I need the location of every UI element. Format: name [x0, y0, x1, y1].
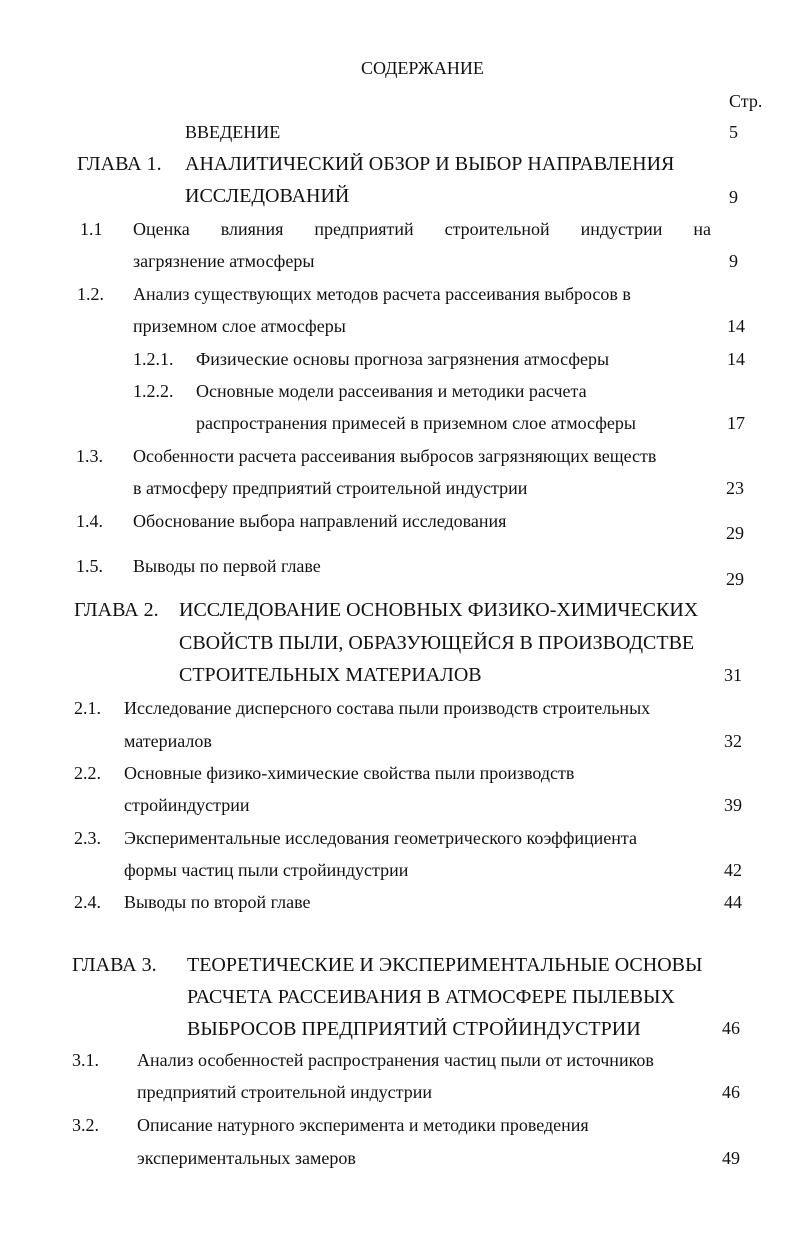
section-1-1-line1: [133, 220, 711, 238]
section-2-3-line2: формы частиц пыли стройиндустрии: [124, 860, 409, 880]
toc-title: СОДЕРЖАНИЕ: [361, 58, 484, 78]
chapter-1-label: ГЛАВА 1.: [77, 153, 162, 175]
section-1-2-2-number: 1.2.2.: [133, 381, 174, 401]
chapter-2-title-line3: СТРОИТЕЛЬНЫХ МАТЕРИАЛОВ: [179, 664, 482, 686]
chapter-3-page: 46: [722, 1018, 740, 1038]
chapter-2-title-line2: СВОЙСТВ ПЫЛИ, ОБРАЗУЮЩЕЙСЯ В ПРОИЗВОДСТВЕ: [179, 632, 695, 654]
section-2-4-page: 44: [724, 892, 742, 912]
chapter-3-title-line1: ТЕОРЕТИЧЕСКИЕ И ЭКСПЕРИМЕНТАЛЬНЫЕ ОСНОВЫ: [187, 954, 703, 976]
section-2-1-line2: материалов: [124, 731, 212, 751]
section-1-4-line1: Обоснование выбора направлений исследования: [133, 511, 507, 531]
page-column-header: Стр.: [729, 91, 763, 111]
section-3-1-line1: Анализ особенностей распространения частиц пыли от источников: [137, 1050, 654, 1070]
section-2-3-number: 2.3.: [74, 828, 101, 848]
word: предприятий: [314, 219, 414, 239]
word: строительной: [444, 219, 550, 239]
chapter-1-title-line2: ИССЛЕДОВАНИЙ: [185, 185, 350, 207]
word: влияния: [220, 219, 284, 239]
chapter-1-page: 9: [729, 187, 738, 207]
section-1-2-page: 14: [727, 316, 745, 336]
word: индустрии: [580, 219, 663, 239]
chapter-2-label: ГЛАВА 2.: [74, 599, 159, 621]
section-1-1-line2: загрязнение атмосферы: [133, 251, 315, 271]
section-1-1-page: 9: [729, 251, 738, 271]
section-2-2-number: 2.2.: [74, 763, 101, 783]
section-1-5-number: 1.5.: [76, 556, 103, 576]
word: Оценка: [133, 219, 190, 239]
section-2-1-page: 32: [724, 731, 742, 751]
section-3-2-page: 49: [722, 1148, 740, 1168]
section-1-4-number: 1.4.: [76, 511, 103, 531]
section-1-5-page: 29: [726, 569, 744, 589]
section-1-3-line2: в атмосферу предприятий строительной индустрии: [133, 478, 528, 498]
section-3-2-line1: Описание натурного эксперимента и методики проведения: [137, 1115, 589, 1135]
section-1-2-1-line1: Физические основы прогноза загрязнения атмосферы: [196, 349, 610, 369]
chapter-2-page: 31: [724, 665, 742, 685]
section-1-2-2-line2: распространения примесей в приземном слое атмосферы: [196, 413, 637, 433]
toc-entry-intro-title: ВВЕДЕНИЕ: [185, 122, 281, 142]
section-2-4-line1: Выводы по второй главе: [124, 892, 311, 912]
toc-entry-intro-page: 5: [729, 122, 738, 142]
section-1-2-2-page: 17: [727, 413, 745, 433]
section-2-3-line1: Экспериментальные исследования геометрического коэффициента: [124, 828, 637, 848]
chapter-2-title-line1: ИССЛЕДОВАНИЕ ОСНОВНЫХ ФИЗИКО-ХИМИЧЕСКИХ: [179, 599, 699, 621]
section-2-1-line1: Исследование дисперсного состава пыли производств строительных: [124, 698, 651, 718]
section-1-3-page: 23: [726, 478, 744, 498]
section-1-3-line1: Особенности расчета рассеивания выбросов загрязняющих веществ: [133, 446, 657, 466]
chapter-1-title-line1: АНАЛИТИЧЕСКИЙ ОБЗОР И ВЫБОР НАПРАВЛЕНИЯ: [185, 153, 675, 175]
section-1-2-line2: приземном слое атмосферы: [133, 316, 346, 336]
chapter-3-title-line3: ВЫБРОСОВ ПРЕДПРИЯТИЙ СТРОЙИНДУСТРИИ: [187, 1018, 641, 1040]
section-2-3-page: 42: [724, 860, 742, 880]
section-3-2-number: 3.2.: [72, 1115, 99, 1135]
section-1-2-line1: Анализ существующих методов расчета рассеивания выбросов в: [133, 284, 631, 304]
chapter-3-label: ГЛАВА 3.: [72, 954, 157, 976]
section-3-2-line2: экспериментальных замеров: [137, 1148, 356, 1168]
chapter-3-title-line2: РАСЧЕТА РАССЕИВАНИЯ В АТМОСФЕРЕ ПЫЛЕВЫХ: [187, 986, 675, 1008]
section-2-1-number: 2.1.: [74, 698, 101, 718]
section-2-2-line1: Основные физико-химические свойства пыли производств: [124, 763, 575, 783]
section-2-2-line2: стройиндустрии: [124, 795, 250, 815]
section-1-2-1-number: 1.2.1.: [133, 349, 174, 369]
section-1-3-number: 1.3.: [76, 446, 103, 466]
section-1-2-2-line1: Основные модели рассеивания и методики расчета: [196, 381, 587, 401]
section-2-4-number: 2.4.: [74, 892, 101, 912]
word: на: [693, 219, 711, 239]
section-3-1-number: 3.1.: [72, 1050, 99, 1070]
section-1-5-line1: Выводы по первой главе: [133, 556, 321, 576]
section-1-2-number: 1.2.: [77, 284, 104, 304]
section-1-2-1-page: 14: [727, 349, 745, 369]
section-3-1-line2: предприятий строительной индустрии: [137, 1082, 433, 1102]
section-3-1-page: 46: [722, 1082, 740, 1102]
section-1-4-page: 29: [726, 523, 744, 543]
section-1-1-number: 1.1: [80, 219, 103, 239]
section-2-2-page: 39: [724, 795, 742, 815]
